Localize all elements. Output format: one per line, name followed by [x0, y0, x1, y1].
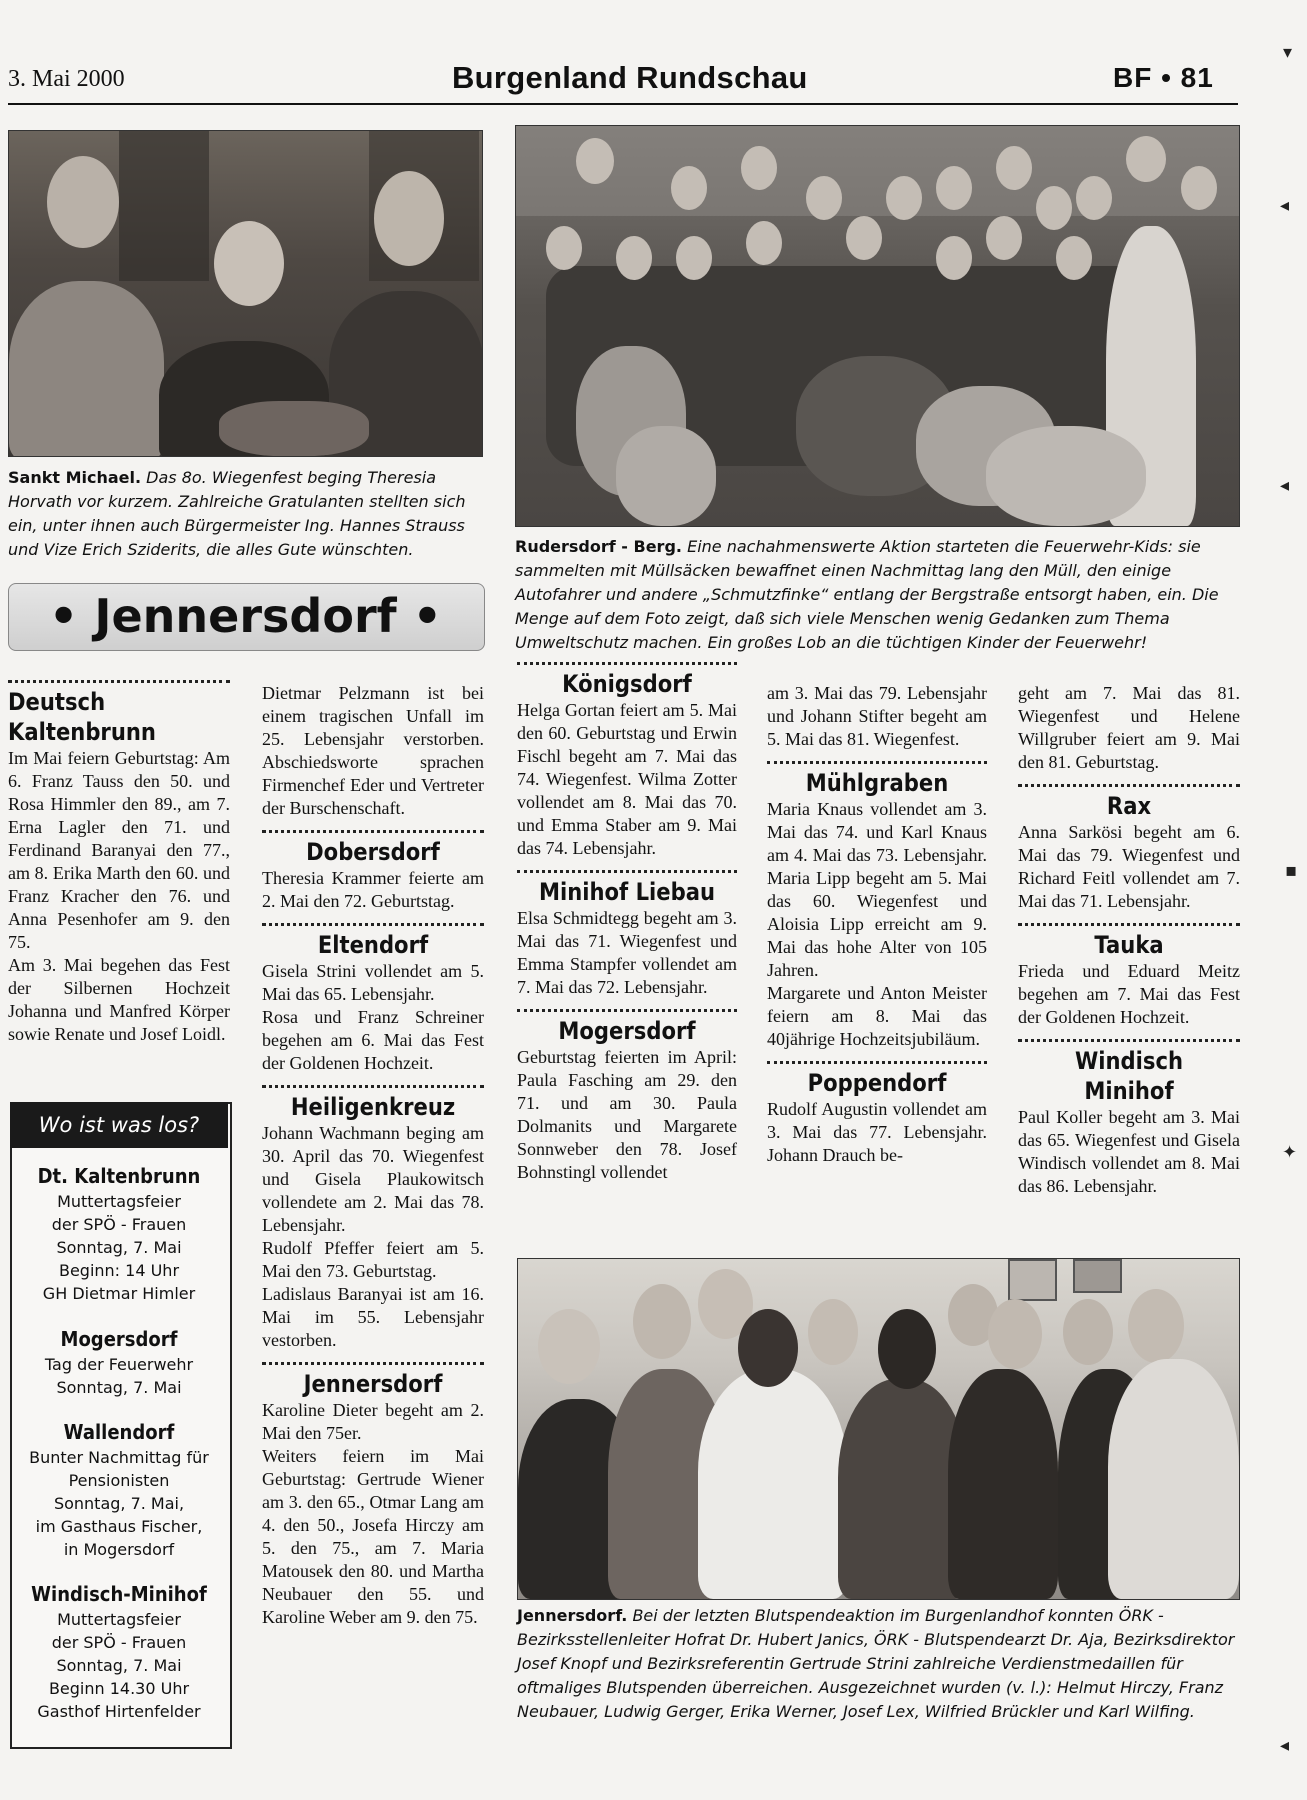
event-line: Muttertagsfeier: [57, 1192, 181, 1211]
divider: [517, 662, 737, 665]
event-line: GH Dietmar Himler: [42, 1284, 196, 1303]
heading-jennersdorf: Jennersdorf: [303, 1370, 443, 1398]
heading-tauka: Tauka: [1094, 931, 1164, 959]
event-line: Beginn 14.30 Uhr: [48, 1679, 190, 1698]
heading-rax: Rax: [1106, 792, 1152, 820]
article-text: Ladislaus Baranyai ist am 16. Mai im 55. Lebensjahr vestorben.: [262, 1284, 484, 1350]
article-text: Theresia Krammer feierte am 2. Mai den 72. Geburtstag.: [262, 868, 484, 911]
edge-mark: ▪: [1285, 860, 1298, 881]
divider: [262, 1085, 484, 1088]
divider: [262, 1362, 484, 1365]
event-place: Windisch-Minihof: [31, 1582, 207, 1606]
edge-mark: ✦: [1282, 1142, 1298, 1163]
heading-windisch-minihof: Windisch Minihof: [1074, 1047, 1184, 1105]
heading-deutsch-kaltenbrunn: Deutsch Kaltenbrunn: [8, 688, 156, 746]
heading-poppendorf: Poppendorf: [807, 1069, 947, 1097]
header-rule: [8, 103, 1238, 105]
caption-place: Sankt Michael.: [8, 468, 142, 487]
article-text: Paul Koller begeht am 3. Mai das 65. Wiegenfest und Gisela Windisch vollendet am 8. Mai das 86. Lebensjahr.: [1018, 1107, 1240, 1196]
event-line: der SPÖ - Frauen: [51, 1633, 187, 1652]
divider: [767, 1061, 987, 1064]
divider: [262, 923, 484, 926]
divider: [1018, 784, 1240, 787]
caption-rudersdorf: [515, 535, 1240, 655]
article-text: geht am 7. Mai das 81. Wiegenfest und Helene Willgruber feiert am 9. Mai den 81. Geburtstag.: [1018, 683, 1240, 772]
article-text: Weiters feiern im Mai Geburtstag: Gertrude Wiener am 3. den 65., Otmar Lang am 4. den 50., Josefa Hirczy am 5. den 75., am 7. Maria Matousek den 80. und Martha Neubauer den 55. und Karoline Weber am 9. den 75.: [262, 1446, 484, 1627]
photo-sankt-michael: [8, 130, 483, 457]
article-text: Im Mai feiern Geburtstag: Am 6. Franz Tauss den 50. und Rosa Himmler den 89., am 7. Erna Lagler den 71. und Ferdinand Baranyai den 77., am 8. Erika Marth den 60. und Franz Kracher den 76. und Anna Pesenhofer am 9. den 75.: [8, 748, 230, 952]
event-item: [12, 1580, 226, 1723]
event-line: in Mogersdorf: [63, 1540, 175, 1559]
event-item: [12, 1162, 226, 1305]
event-line: Bunter Nachmittag für: [29, 1448, 209, 1467]
column-2: [262, 682, 484, 1629]
article-text: Karoline Dieter begeht am 2. Mai den 75er.: [262, 1400, 484, 1443]
article-text: Dietmar Pelzmann ist bei einem tragischen Unfall im 25. Lebensjahr verstorben. Abschiedsworte sprachen Firmenchef Eder und Vertreter der Burschenschaft.: [262, 683, 484, 818]
caption-jennersdorf: [517, 1604, 1240, 1724]
edge-mark: ◂: [1280, 475, 1290, 496]
divider: [517, 870, 737, 873]
column-1: [8, 680, 230, 1046]
article-text: Frieda und Eduard Meitz begehen am 7. Mai das Fest der Goldenen Hochzeit.: [1018, 961, 1240, 1027]
event-place: Wallendorf: [63, 1420, 175, 1444]
edge-mark: ◂: [1280, 195, 1290, 216]
photo-jennersdorf: [517, 1258, 1240, 1600]
event-line: Pensionisten: [68, 1471, 170, 1490]
event-place: Mogersdorf: [60, 1327, 178, 1351]
heading-muehlgraben: Mühlgraben: [805, 769, 949, 797]
events-box-title: Wo ist was los?: [10, 1102, 228, 1148]
article-text: Rudolf Pfeffer feiert am 5. Mai den 73. Geburtstag.: [262, 1238, 484, 1281]
divider: [517, 1009, 737, 1012]
heading-mogersdorf: Mogersdorf: [558, 1017, 696, 1045]
article-text: am 3. Mai das 79. Lebensjahr und Johann Stifter begeht am 5. Mai das 81. Wiegenfest.: [767, 683, 987, 749]
event-line: Sonntag, 7. Mai: [56, 1378, 182, 1397]
article-text: Rudolf Augustin vollendet am 3. Mai das 77. Lebensjahr. Johann Drauch be-: [767, 1099, 987, 1165]
column-3: [517, 662, 737, 1184]
article-text: Geburtstag feierten im April: Paula Fasching am 29. den 71. und am 30. Paula Dolmanits und Margarete Sonnweber den 78. Josef Bohnstingl vollendet: [517, 1047, 737, 1182]
divider: [1018, 1039, 1240, 1042]
article-text: Anna Sarkösi begeht am 6. Mai das 79. Wiegenfest und Richard Feitl vollendet am 7. Mai das 71. Lebensjahr.: [1018, 822, 1240, 911]
event-line: Beginn: 14 Uhr: [58, 1261, 180, 1280]
caption-place: Rudersdorf - Berg.: [515, 537, 682, 556]
article-text: Elsa Schmidtegg begeht am 3. Mai das 71. Wiegenfest und Emma Stampfer vollendet am 7. Mai das 72. Lebensjahr.: [517, 908, 737, 997]
event-line: der SPÖ - Frauen: [51, 1215, 187, 1234]
article-text: Margarete und Anton Meister feiern am 8. Mai das 40jährige Hochzeitsjubiläum.: [767, 983, 987, 1049]
article-text: Gisela Strini vollendet am 5. Mai das 65. Lebensjahr.: [262, 961, 484, 1004]
photo-rudersdorf: [515, 125, 1240, 527]
heading-dobersdorf: Dobersdorf: [306, 838, 440, 866]
event-line: Gasthof Hirtenfelder: [37, 1702, 201, 1721]
event-item: [12, 1325, 226, 1399]
edge-mark: ◂: [1280, 1735, 1290, 1756]
section-banner: • Jennersdorf •: [48, 589, 443, 643]
caption-sankt-michael: [8, 466, 486, 562]
event-line: Muttertagsfeier: [57, 1610, 181, 1629]
article-text: Am 3. Mai begehen das Fest der Silbernen Hochzeit Johanna und Manfred Körper sowie Renate und Josef Loidl.: [8, 955, 230, 1044]
edge-mark: ▾: [1283, 42, 1293, 63]
event-place: Dt. Kaltenbrunn: [37, 1164, 201, 1188]
heading-koenigsdorf: Königsdorf: [562, 670, 692, 698]
column-4: [767, 682, 987, 1167]
caption-place: Jennersdorf.: [517, 1606, 628, 1625]
newspaper-title: Burgenland Rundschau: [452, 60, 808, 95]
caption-text: Eine nachahmenswerte Aktion starteten die Feuerwehr-Kids: sie sammelten mit Müllsäcken bewaffnet einen Nachmittag lang den Müll, den einige Autofahrer und andere „Schmutzfinke“ entlang der Bergstraße entsorgt haben, ein. Die Menge auf dem Foto zeigt, daß sich viele Menschen wenig Gedanken zum Thema Umweltschutz machen. Ein großes Lob an die tüchtigen Kinder der Feuerwehr!: [515, 537, 1219, 652]
event-line: Sonntag, 7. Mai: [56, 1238, 182, 1257]
heading-heiligenkreuz: Heiligenkreuz: [290, 1093, 456, 1121]
event-item: [12, 1418, 226, 1561]
page-number: BF • 81: [1113, 62, 1214, 93]
heading-minihof-liebau: Minihof Liebau: [538, 878, 716, 906]
divider: [262, 830, 484, 833]
event-line: Tag der Feuerwehr: [44, 1355, 194, 1374]
heading-eltendorf: Eltendorf: [317, 931, 429, 959]
caption-text: Das 8o. Wiegenfest beging Theresia Horvath vor kurzem. Zahlreiche Gratulanten stellten sich ein, unter ihnen auch Bürgermeister Ing. Hannes Strauss und Vize Erich Sziderits, die alles Gute wünschten.: [8, 468, 466, 559]
article-text: Rosa und Franz Schreiner begehen am 6. Mai das Fest der Goldenen Hochzeit.: [262, 1007, 484, 1073]
article-text: Johann Wachmann beging am 30. April das 70. Wiegenfest und Gisela Plaukowitsch vollendete am 2. Mai das 78. Lebensjahr.: [262, 1123, 484, 1235]
event-line: Sonntag, 7. Mai,: [53, 1494, 185, 1513]
event-line: Sonntag, 7. Mai: [56, 1656, 182, 1675]
article-text: Helga Gortan feiert am 5. Mai den 60. Geburtstag und Erwin Fischl begeht am 7. Mai das 74. Wiegenfest. Wilma Zotter vollendet am 8. Mai das 70. und Emma Staber am 9. Mai das 74. Lebensjahr.: [517, 700, 737, 858]
caption-text: Bei der letzten Blutspendeaktion im Burgenlandhof konnten ÖRK - Bezirksstellenleiter Hofrat Dr. Hubert Janics, ÖRK - Blutspendearzt Dr. Aja, Bezirksdirektor Josef Knopf und Bezirksreferentin Gertrude Strini zahlreiche Verdienstmedaillen für oftmaliges Blutspenden überreichen. Ausgezeichnet wurden (v. l.): Helmut Hirczy, Franz Neubauer, Ludwig Gerger, Erika Werner, Josef Lex, Wilfried Brückler und Karl Wilfing.: [517, 1606, 1235, 1721]
issue-date: 3. Mai 2000: [8, 66, 125, 92]
divider: [8, 680, 230, 683]
column-5: [1018, 682, 1240, 1198]
divider: [1018, 923, 1240, 926]
event-line: im Gasthaus Fischer,: [35, 1517, 203, 1536]
divider: [767, 761, 987, 764]
article-text: Maria Knaus vollendet am 3. Mai das 74. und Karl Knaus am 4. Mai das 73. Lebensjahr. Maria Lipp begeht am 5. Mai das 60. Wiegenfest und Aloisia Lipp erreicht am 9. Mai das hohe Alter von 105 Jahren.: [767, 799, 987, 980]
